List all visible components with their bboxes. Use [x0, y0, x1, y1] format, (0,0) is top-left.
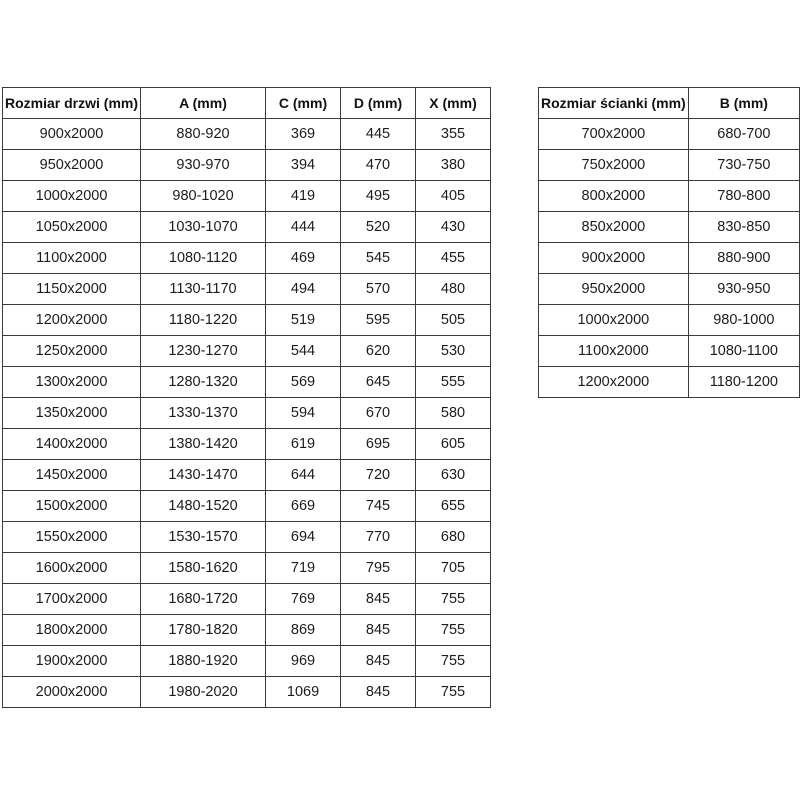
table-cell: 1250x2000: [3, 336, 141, 367]
table-cell: 695: [341, 429, 416, 460]
table-cell: 605: [416, 429, 491, 460]
door-size-table: [2, 87, 491, 708]
table-cell: 445: [341, 119, 416, 150]
table-cell: 845: [341, 646, 416, 677]
table-cell: 930-970: [141, 150, 266, 181]
header-cell: C (mm): [266, 88, 341, 119]
table-cell: 644: [266, 460, 341, 491]
table-cell: 730-750: [688, 150, 799, 181]
table-cell: 595: [341, 305, 416, 336]
table-cell: 845: [341, 615, 416, 646]
table-cell: 1800x2000: [3, 615, 141, 646]
table-cell: 470: [341, 150, 416, 181]
table-cell: 1200x2000: [539, 367, 689, 398]
table-cell: 980-1000: [688, 305, 799, 336]
table-cell: 755: [416, 677, 491, 708]
table-cell: 630: [416, 460, 491, 491]
table-cell: 544: [266, 336, 341, 367]
table-cell: 1880-1920: [141, 646, 266, 677]
table-cell: 1580-1620: [141, 553, 266, 584]
table-cell: 455: [416, 243, 491, 274]
table-cell: 1000x2000: [539, 305, 689, 336]
table-cell: 880-920: [141, 119, 266, 150]
table-cell: 950x2000: [3, 150, 141, 181]
table-cell: 1380-1420: [141, 429, 266, 460]
table-row: [3, 274, 491, 305]
table-cell: 570: [341, 274, 416, 305]
door-size-table-header-row: [3, 88, 491, 119]
table-row: [3, 615, 491, 646]
table-row: [3, 553, 491, 584]
table-row: [3, 212, 491, 243]
table-row: [539, 119, 800, 150]
table-cell: 969: [266, 646, 341, 677]
table-cell: 520: [341, 212, 416, 243]
table-cell: 1030-1070: [141, 212, 266, 243]
header-cell: A (mm): [141, 88, 266, 119]
table-row: [539, 336, 800, 367]
table-cell: 645: [341, 367, 416, 398]
table-cell: 1050x2000: [3, 212, 141, 243]
table-cell: 670: [341, 398, 416, 429]
table-cell: 1600x2000: [3, 553, 141, 584]
table-row: [3, 429, 491, 460]
table-cell: 594: [266, 398, 341, 429]
table-cell: 1100x2000: [539, 336, 689, 367]
table-cell: 680: [416, 522, 491, 553]
table-cell: 745: [341, 491, 416, 522]
table-cell: 1700x2000: [3, 584, 141, 615]
table-cell: 655: [416, 491, 491, 522]
table-cell: 680-700: [688, 119, 799, 150]
table-cell: 719: [266, 553, 341, 584]
table-cell: 369: [266, 119, 341, 150]
table-cell: 1150x2000: [3, 274, 141, 305]
table-cell: 1180-1200: [688, 367, 799, 398]
table-cell: 530: [416, 336, 491, 367]
table-cell: 1530-1570: [141, 522, 266, 553]
table-cell: 850x2000: [539, 212, 689, 243]
table-cell: 480: [416, 274, 491, 305]
table-row: [539, 212, 800, 243]
wall-size-table: [538, 87, 800, 398]
table-cell: 569: [266, 367, 341, 398]
table-cell: 980-1020: [141, 181, 266, 212]
table-row: [3, 150, 491, 181]
table-cell: 1100x2000: [3, 243, 141, 274]
table-cell: 555: [416, 367, 491, 398]
table-cell: 869: [266, 615, 341, 646]
table-cell: 2000x2000: [3, 677, 141, 708]
table-cell: 1000x2000: [3, 181, 141, 212]
table-cell: 830-850: [688, 212, 799, 243]
table-row: [3, 677, 491, 708]
table-row: [3, 584, 491, 615]
table-cell: 1200x2000: [3, 305, 141, 336]
table-cell: 619: [266, 429, 341, 460]
table-cell: 930-950: [688, 274, 799, 305]
table-cell: 1080-1120: [141, 243, 266, 274]
table-cell: 1330-1370: [141, 398, 266, 429]
header-cell: X (mm): [416, 88, 491, 119]
table-cell: 545: [341, 243, 416, 274]
table-row: [3, 522, 491, 553]
table-row: [3, 398, 491, 429]
table-row: [539, 150, 800, 181]
header-cell: D (mm): [341, 88, 416, 119]
table-cell: 1780-1820: [141, 615, 266, 646]
table-cell: 580: [416, 398, 491, 429]
table-row: [3, 460, 491, 491]
table-row: [539, 274, 800, 305]
table-cell: 620: [341, 336, 416, 367]
table-cell: 1480-1520: [141, 491, 266, 522]
table-cell: 1300x2000: [3, 367, 141, 398]
table-cell: 795: [341, 553, 416, 584]
table-row: [3, 119, 491, 150]
table-cell: 1280-1320: [141, 367, 266, 398]
table-cell: 1430-1470: [141, 460, 266, 491]
table-cell: 495: [341, 181, 416, 212]
table-cell: 1500x2000: [3, 491, 141, 522]
table-cell: 494: [266, 274, 341, 305]
header-cell: Rozmiar drzwi (mm): [3, 88, 141, 119]
table-cell: 880-900: [688, 243, 799, 274]
table-cell: 780-800: [688, 181, 799, 212]
table-row: [539, 181, 800, 212]
header-cell: Rozmiar ścianki (mm): [539, 88, 689, 119]
table-cell: 394: [266, 150, 341, 181]
table-cell: 1450x2000: [3, 460, 141, 491]
table-cell: 355: [416, 119, 491, 150]
table-cell: 694: [266, 522, 341, 553]
table-cell: 419: [266, 181, 341, 212]
table-cell: 800x2000: [539, 181, 689, 212]
table-cell: 519: [266, 305, 341, 336]
table-cell: 845: [341, 677, 416, 708]
table-cell: 1130-1170: [141, 274, 266, 305]
table-cell: 755: [416, 615, 491, 646]
table-cell: 469: [266, 243, 341, 274]
table-cell: 1980-2020: [141, 677, 266, 708]
table-cell: 1069: [266, 677, 341, 708]
table-cell: 1550x2000: [3, 522, 141, 553]
table-row: [3, 367, 491, 398]
table-cell: 1350x2000: [3, 398, 141, 429]
table-cell: 755: [416, 646, 491, 677]
wall-size-table-header-row: [539, 88, 800, 119]
table-cell: 755: [416, 584, 491, 615]
table-row: [539, 367, 800, 398]
table-cell: 1080-1100: [688, 336, 799, 367]
table-cell: 505: [416, 305, 491, 336]
table-cell: 720: [341, 460, 416, 491]
table-row: [3, 336, 491, 367]
table-cell: 1400x2000: [3, 429, 141, 460]
table-cell: 769: [266, 584, 341, 615]
table-cell: 444: [266, 212, 341, 243]
table-cell: 405: [416, 181, 491, 212]
table-cell: 1230-1270: [141, 336, 266, 367]
table-cell: 1180-1220: [141, 305, 266, 336]
table-row: [3, 305, 491, 336]
table-row: [3, 646, 491, 677]
table-row: [3, 181, 491, 212]
table-cell: 900x2000: [539, 243, 689, 274]
table-cell: 900x2000: [3, 119, 141, 150]
table-row: [539, 305, 800, 336]
table-cell: 845: [341, 584, 416, 615]
table-cell: 1680-1720: [141, 584, 266, 615]
table-cell: 430: [416, 212, 491, 243]
table-cell: 750x2000: [539, 150, 689, 181]
table-cell: 1900x2000: [3, 646, 141, 677]
table-cell: 705: [416, 553, 491, 584]
table-cell: 770: [341, 522, 416, 553]
table-row: [3, 243, 491, 274]
table-row: [3, 491, 491, 522]
table-row: [539, 243, 800, 274]
table-cell: 669: [266, 491, 341, 522]
table-cell: 380: [416, 150, 491, 181]
header-cell: B (mm): [688, 88, 799, 119]
table-cell: 950x2000: [539, 274, 689, 305]
table-cell: 700x2000: [539, 119, 689, 150]
